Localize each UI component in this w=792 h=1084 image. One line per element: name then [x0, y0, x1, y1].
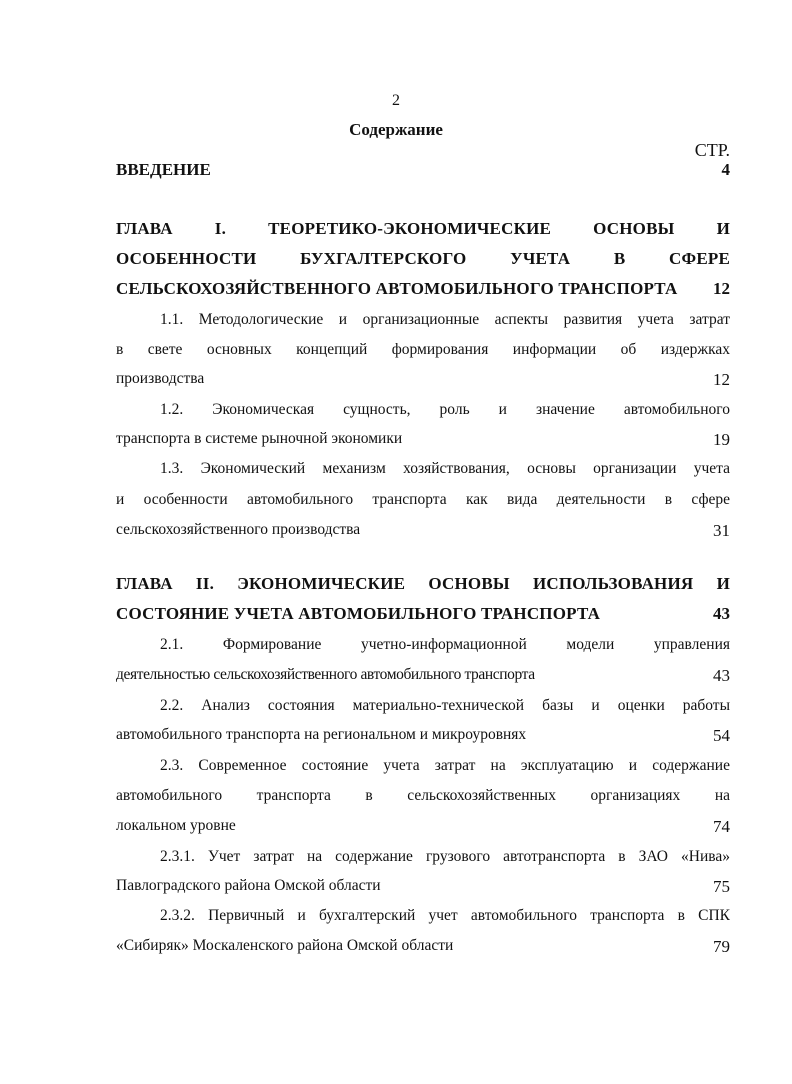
toc-entry-page: 54 — [713, 726, 730, 745]
toc-entry-line: деятельностью сельскохозяйственного автомобильного транспорта — [116, 666, 535, 683]
toc-intro-page: 4 — [721, 160, 730, 179]
toc-entry-line: производства — [116, 370, 205, 387]
chapter2-title-line: СОСТОЯНИЕ УЧЕТА АВТОМОБИЛЬНОГО ТРАНСПОРТА — [116, 604, 601, 623]
chapter2-title-line: ГЛАВА II. ЭКОНОМИЧЕСКИЕ ОСНОВЫ ИСПОЛЬЗОВАНИЯ И — [116, 574, 730, 593]
toc-entry-line: «Сибиряк» Москаленского района Омской области — [116, 937, 454, 954]
toc-entry-line: 2.1. Формирование учетно-информационной модели управления — [160, 636, 730, 653]
toc-entry-line: локальном уровне — [116, 817, 236, 834]
chapter1-title-line: ГЛАВА I. ТЕОРЕТИКО-ЭКОНОМИЧЕСКИЕ ОСНОВЫ И — [116, 219, 730, 238]
toc-entry-line: автомобильного транспорта в сельскохозяйственных организациях на — [116, 787, 730, 804]
toc-entry-page: 12 — [713, 370, 730, 389]
page-number: 2 — [392, 92, 400, 109]
toc-entry-page: 19 — [713, 430, 730, 449]
toc-entry-page: 74 — [713, 817, 730, 836]
toc-entry-page: 79 — [713, 937, 730, 956]
toc-entry-line: транспорта в системе рыночной экономики — [116, 430, 403, 447]
chapter2-page: 43 — [713, 604, 730, 623]
chapter1-title-line: ОСОБЕННОСТИ БУХГАЛТЕРСКОГО УЧЕТА В СФЕРЕ — [116, 249, 730, 268]
chapter1-page: 12 — [713, 279, 730, 298]
chapter1-title-line: СЕЛЬСКОХОЗЯЙСТВЕННОГО АВТОМОБИЛЬНОГО ТРАНСПОРТА — [116, 279, 678, 298]
toc-entry-line: в свете основных концепций формирования информации об издержках — [116, 341, 730, 358]
page-column-label: СТР. — [694, 140, 730, 160]
toc-entry-line: и особенности автомобильного транспорта как вида деятельности в сфере — [116, 491, 730, 508]
toc-entry-page: 31 — [713, 521, 730, 540]
toc-entry-line: 2.2. Анализ состояния материально-технической базы и оценки работы — [160, 697, 730, 714]
toc-entry-page: 75 — [713, 877, 730, 896]
toc-entry-line: 2.3. Современное состояние учета затрат на эксплуатацию и содержание — [160, 757, 730, 774]
toc-entry-line: сельскохозяйственного производства — [116, 521, 361, 538]
toc-entry-line: 2.3.1. Учет затрат на содержание грузового автотранспорта в ЗАО «Нива» — [160, 848, 730, 865]
toc-entry-line: Павлоградского района Омской области — [116, 877, 381, 894]
toc-entry-line: автомобильного транспорта на региональном и микроуровнях — [116, 726, 527, 743]
toc-heading: Содержание — [349, 120, 443, 139]
toc-intro-title: ВВЕДЕНИЕ — [116, 160, 211, 179]
toc-entry-line: 1.2. Экономическая сущность, роль и значение автомобильного — [160, 401, 730, 418]
toc-entry-page: 43 — [713, 666, 730, 685]
toc-entry-line: 1.1. Методологические и организационные аспекты развития учета затрат — [160, 311, 730, 328]
toc-entry-line: 2.3.2. Первичный и бухгалтерский учет автомобильного транспорта в СПК — [160, 907, 730, 924]
toc-entry-line: 1.3. Экономический механизм хозяйствования, основы организации учета — [160, 460, 730, 477]
